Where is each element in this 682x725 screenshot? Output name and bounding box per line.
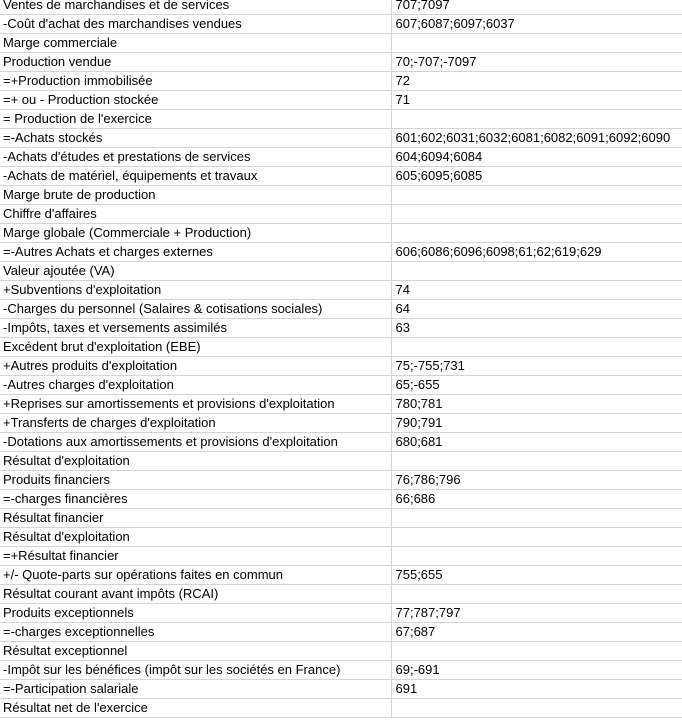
accounts-cell[interactable] bbox=[391, 262, 682, 281]
accounts-cell[interactable] bbox=[391, 452, 682, 471]
label-cell[interactable]: Excédent brut d'exploitation (EBE) bbox=[0, 338, 391, 357]
table-row bbox=[0, 376, 682, 395]
label-cell[interactable]: -Dotations aux amortissements et provisions d'exploitation bbox=[0, 433, 391, 452]
label-cell[interactable]: =+Résultat financier bbox=[0, 547, 391, 566]
table-row bbox=[0, 53, 682, 72]
label-cell[interactable]: Produits financiers bbox=[0, 471, 391, 490]
table-row bbox=[0, 661, 682, 680]
table-row bbox=[0, 642, 682, 661]
table-row bbox=[0, 15, 682, 34]
table-row bbox=[0, 623, 682, 642]
label-cell[interactable]: =+Production immobilisée bbox=[0, 72, 391, 91]
table-row bbox=[0, 148, 682, 167]
accounts-cell[interactable]: 75;-755;731 bbox=[391, 357, 682, 376]
table-row bbox=[0, 547, 682, 566]
table-row bbox=[0, 319, 682, 338]
table-row bbox=[0, 680, 682, 699]
table-row bbox=[0, 129, 682, 148]
label-cell[interactable]: -Impôt sur les bénéfices (impôt sur les sociétés en France) bbox=[0, 661, 391, 680]
accounts-cell[interactable]: 76;786;796 bbox=[391, 471, 682, 490]
table-row bbox=[0, 509, 682, 528]
table-row bbox=[0, 186, 682, 205]
label-cell[interactable]: Produits exceptionnels bbox=[0, 604, 391, 623]
table-row bbox=[0, 110, 682, 129]
label-cell[interactable]: -Impôts, taxes et versements assimilés bbox=[0, 319, 391, 338]
label-cell[interactable]: Résultat exceptionnel bbox=[0, 642, 391, 661]
table-row bbox=[0, 224, 682, 243]
accounts-cell[interactable]: 606;6086;6096;6098;61;62;619;629 bbox=[391, 243, 682, 262]
label-cell[interactable]: +Reprises sur amortissements et provisions d'exploitation bbox=[0, 395, 391, 414]
label-cell[interactable]: = Production de l'exercice bbox=[0, 110, 391, 129]
table-row bbox=[0, 490, 682, 509]
accounts-cell[interactable]: 64 bbox=[391, 300, 682, 319]
accounts-cell[interactable]: 680;681 bbox=[391, 433, 682, 452]
table-row bbox=[0, 699, 682, 718]
accounts-cell[interactable]: 70;-707;-7097 bbox=[391, 53, 682, 72]
label-cell[interactable]: -Coût d'achat des marchandises vendues bbox=[0, 15, 391, 34]
table-row bbox=[0, 395, 682, 414]
table-row bbox=[0, 471, 682, 490]
label-cell[interactable]: Valeur ajoutée (VA) bbox=[0, 262, 391, 281]
accounts-cell[interactable]: 780;781 bbox=[391, 395, 682, 414]
label-cell[interactable]: +Subventions d'exploitation bbox=[0, 281, 391, 300]
label-cell[interactable]: Marge commerciale bbox=[0, 34, 391, 53]
table-row bbox=[0, 262, 682, 281]
table-row bbox=[0, 91, 682, 110]
accounts-cell[interactable] bbox=[391, 338, 682, 357]
accounts-cell[interactable]: 66;686 bbox=[391, 490, 682, 509]
accounts-cell[interactable] bbox=[391, 528, 682, 547]
label-cell[interactable]: Résultat d'exploitation bbox=[0, 452, 391, 471]
label-cell[interactable]: =+ ou - Production stockée bbox=[0, 91, 391, 110]
accounts-cell[interactable]: 67;687 bbox=[391, 623, 682, 642]
label-cell[interactable]: +/- Quote-parts sur opérations faites en commun bbox=[0, 566, 391, 585]
accounts-cell[interactable] bbox=[391, 585, 682, 604]
table-row bbox=[0, 167, 682, 186]
accounts-cell[interactable]: 790;791 bbox=[391, 414, 682, 433]
label-cell[interactable]: Ventes de marchandises et de services bbox=[0, 0, 391, 15]
label-cell[interactable]: Marge brute de production bbox=[0, 186, 391, 205]
label-cell[interactable]: Résultat financier bbox=[0, 509, 391, 528]
table-row bbox=[0, 414, 682, 433]
table-row bbox=[0, 338, 682, 357]
accounts-cell[interactable]: 605;6095;6085 bbox=[391, 167, 682, 186]
label-cell[interactable]: =-Participation salariale bbox=[0, 680, 391, 699]
table-row bbox=[0, 585, 682, 604]
label-cell[interactable]: -Achats de matériel, équipements et travaux bbox=[0, 167, 391, 186]
label-cell[interactable]: Résultat courant avant impôts (RCAI) bbox=[0, 585, 391, 604]
accounts-cell[interactable]: 63 bbox=[391, 319, 682, 338]
label-cell[interactable]: Production vendue bbox=[0, 53, 391, 72]
accounts-cell[interactable] bbox=[391, 34, 682, 53]
table-row bbox=[0, 0, 682, 15]
label-cell[interactable]: Résultat d'exploitation bbox=[0, 528, 391, 547]
accounts-cell[interactable]: 69;-691 bbox=[391, 661, 682, 680]
table-row bbox=[0, 243, 682, 262]
accounts-cell[interactable] bbox=[391, 642, 682, 661]
table-row bbox=[0, 433, 682, 452]
accounts-cell[interactable] bbox=[391, 547, 682, 566]
table-row bbox=[0, 452, 682, 471]
accounts-cell[interactable]: 65;-655 bbox=[391, 376, 682, 395]
accounts-cell[interactable]: 71 bbox=[391, 91, 682, 110]
label-cell[interactable]: Chiffre d'affaires bbox=[0, 205, 391, 224]
label-cell[interactable]: Marge globale (Commerciale + Production) bbox=[0, 224, 391, 243]
accounts-cell[interactable]: 707;7097 bbox=[391, 0, 682, 15]
table-row bbox=[0, 604, 682, 623]
label-cell[interactable]: -Achats d'études et prestations de services bbox=[0, 148, 391, 167]
accounts-cell[interactable] bbox=[391, 509, 682, 528]
accounts-cell[interactable]: 72 bbox=[391, 72, 682, 91]
accounts-cell[interactable] bbox=[391, 186, 682, 205]
label-cell[interactable]: =-Achats stockés bbox=[0, 129, 391, 148]
label-cell[interactable]: +Autres produits d'exploitation bbox=[0, 357, 391, 376]
label-cell[interactable]: =-Autres Achats et charges externes bbox=[0, 243, 391, 262]
label-cell[interactable]: +Transferts de charges d'exploitation bbox=[0, 414, 391, 433]
label-cell[interactable]: =-charges financières bbox=[0, 490, 391, 509]
table-row bbox=[0, 357, 682, 376]
label-cell[interactable]: -Charges du personnel (Salaires & cotisations sociales) bbox=[0, 300, 391, 319]
table-row bbox=[0, 281, 682, 300]
table-row bbox=[0, 300, 682, 319]
accounts-cell[interactable] bbox=[391, 205, 682, 224]
accounts-cell[interactable]: 601;602;6031;6032;6081;6082;6091;6092;6090 bbox=[391, 129, 682, 148]
table-row bbox=[0, 205, 682, 224]
accounts-cell[interactable]: 74 bbox=[391, 281, 682, 300]
label-cell[interactable]: =-charges exceptionnelles bbox=[0, 623, 391, 642]
table-row bbox=[0, 72, 682, 91]
accounts-cell[interactable]: 691 bbox=[391, 680, 682, 699]
accounts-cell[interactable]: 755;655 bbox=[391, 566, 682, 585]
table-row bbox=[0, 528, 682, 547]
accounts-cell[interactable] bbox=[391, 224, 682, 243]
accounts-cell[interactable]: 607;6087;6097;6037 bbox=[391, 15, 682, 34]
accounts-cell[interactable] bbox=[391, 110, 682, 129]
accounts-cell[interactable]: 77;787;797 bbox=[391, 604, 682, 623]
accounts-cell[interactable]: 604;6094;6084 bbox=[391, 148, 682, 167]
label-cell[interactable]: Résultat net de l'exercice bbox=[0, 699, 391, 718]
table-row bbox=[0, 566, 682, 585]
label-cell[interactable]: -Autres charges d'exploitation bbox=[0, 376, 391, 395]
table-row bbox=[0, 34, 682, 53]
accounts-cell[interactable] bbox=[391, 699, 682, 718]
